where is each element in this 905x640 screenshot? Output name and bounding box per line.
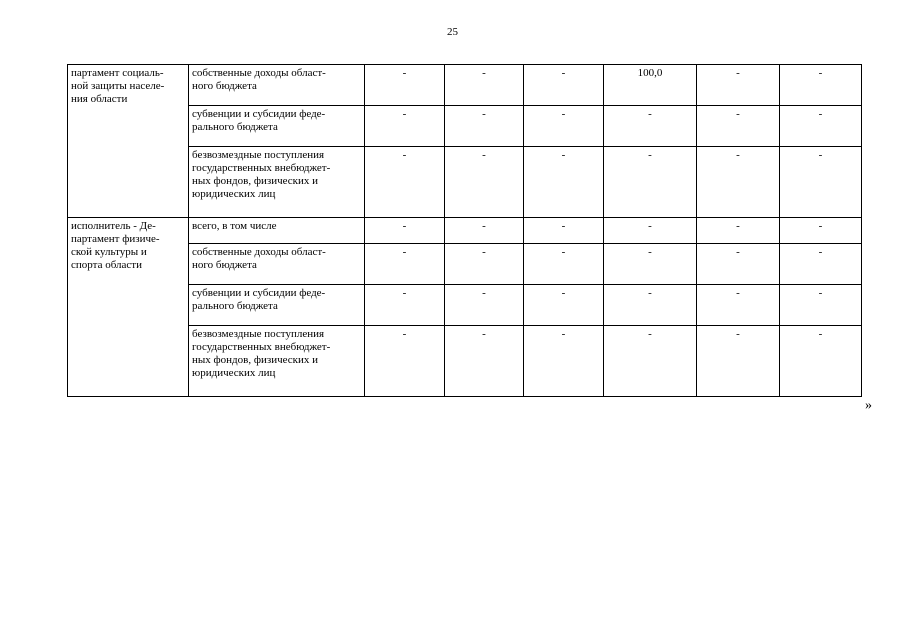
value-cell: - <box>604 218 697 244</box>
value-cell: - <box>604 285 697 326</box>
value-cell: - <box>445 147 524 218</box>
value-cell: - <box>780 218 862 244</box>
executor-name: партамент социаль- ной защиты населе- ния области <box>71 67 165 105</box>
value-cell: - <box>604 244 697 285</box>
funding-source-label: субвенции и субсидии феде- рального бюджета <box>192 108 326 133</box>
value-cell: - <box>524 285 604 326</box>
value-cell: - <box>780 65 862 106</box>
funding-source-label: всего, в том числе <box>192 220 277 232</box>
funding-source-label: субвенции и субсидии феде- рального бюджета <box>192 287 326 312</box>
table-row <box>68 65 862 106</box>
executor-name: исполнитель - Де- партамент физиче- ской культуры и спорта области <box>71 220 160 271</box>
value-cell: - <box>524 244 604 285</box>
value-cell: - <box>780 106 862 147</box>
budget-table <box>67 64 862 397</box>
value-cell: - <box>445 218 524 244</box>
value-cell: - <box>780 147 862 218</box>
value-cell: - <box>445 244 524 285</box>
value-cell: - <box>697 65 780 106</box>
value-cell: - <box>445 326 524 397</box>
funding-source-cell <box>189 106 365 147</box>
funding-source-cell <box>189 147 365 218</box>
value-cell: - <box>365 147 445 218</box>
value-cell: - <box>604 326 697 397</box>
value-cell: - <box>697 285 780 326</box>
funding-source-cell <box>189 65 365 106</box>
value-cell: - <box>445 106 524 147</box>
value-cell: - <box>697 106 780 147</box>
value-cell: - <box>524 326 604 397</box>
value-cell: - <box>524 65 604 106</box>
value-cell: - <box>445 285 524 326</box>
value-cell: - <box>524 147 604 218</box>
value-cell: - <box>365 244 445 285</box>
funding-source-cell <box>189 285 365 326</box>
funding-source-label: собственные доходы област- ного бюджета <box>192 67 326 92</box>
funding-source-cell <box>189 244 365 285</box>
executor-cell <box>68 65 189 218</box>
value-cell: - <box>697 218 780 244</box>
value-cell: - <box>365 218 445 244</box>
value-cell: 100,0 <box>604 65 697 106</box>
value-cell: - <box>697 244 780 285</box>
value-cell: - <box>524 106 604 147</box>
closing-quote-mark: » <box>865 398 872 413</box>
funding-source-label: собственные доходы област- ного бюджета <box>192 246 326 271</box>
value-cell: - <box>445 65 524 106</box>
value-cell: - <box>604 147 697 218</box>
value-cell: - <box>365 285 445 326</box>
table-row <box>68 218 862 244</box>
value-cell: - <box>365 65 445 106</box>
value-cell: - <box>697 147 780 218</box>
value-cell: - <box>697 326 780 397</box>
value-cell: - <box>780 244 862 285</box>
value-cell: - <box>780 326 862 397</box>
value-cell: - <box>780 285 862 326</box>
funding-source-cell <box>189 218 365 244</box>
value-cell: - <box>365 106 445 147</box>
funding-source-cell <box>189 326 365 397</box>
value-cell: - <box>365 326 445 397</box>
funding-source-label: безвозмездные поступления государственных внебюджет- ных фондов, физических и юридических лиц <box>192 328 331 379</box>
executor-cell <box>68 218 189 397</box>
budget-table-body <box>68 65 862 397</box>
funding-source-label: безвозмездные поступления государственных внебюджет- ных фондов, физических и юридических лиц <box>192 149 331 200</box>
page-number: 25 <box>447 26 458 38</box>
value-cell: - <box>524 218 604 244</box>
value-cell: - <box>604 106 697 147</box>
